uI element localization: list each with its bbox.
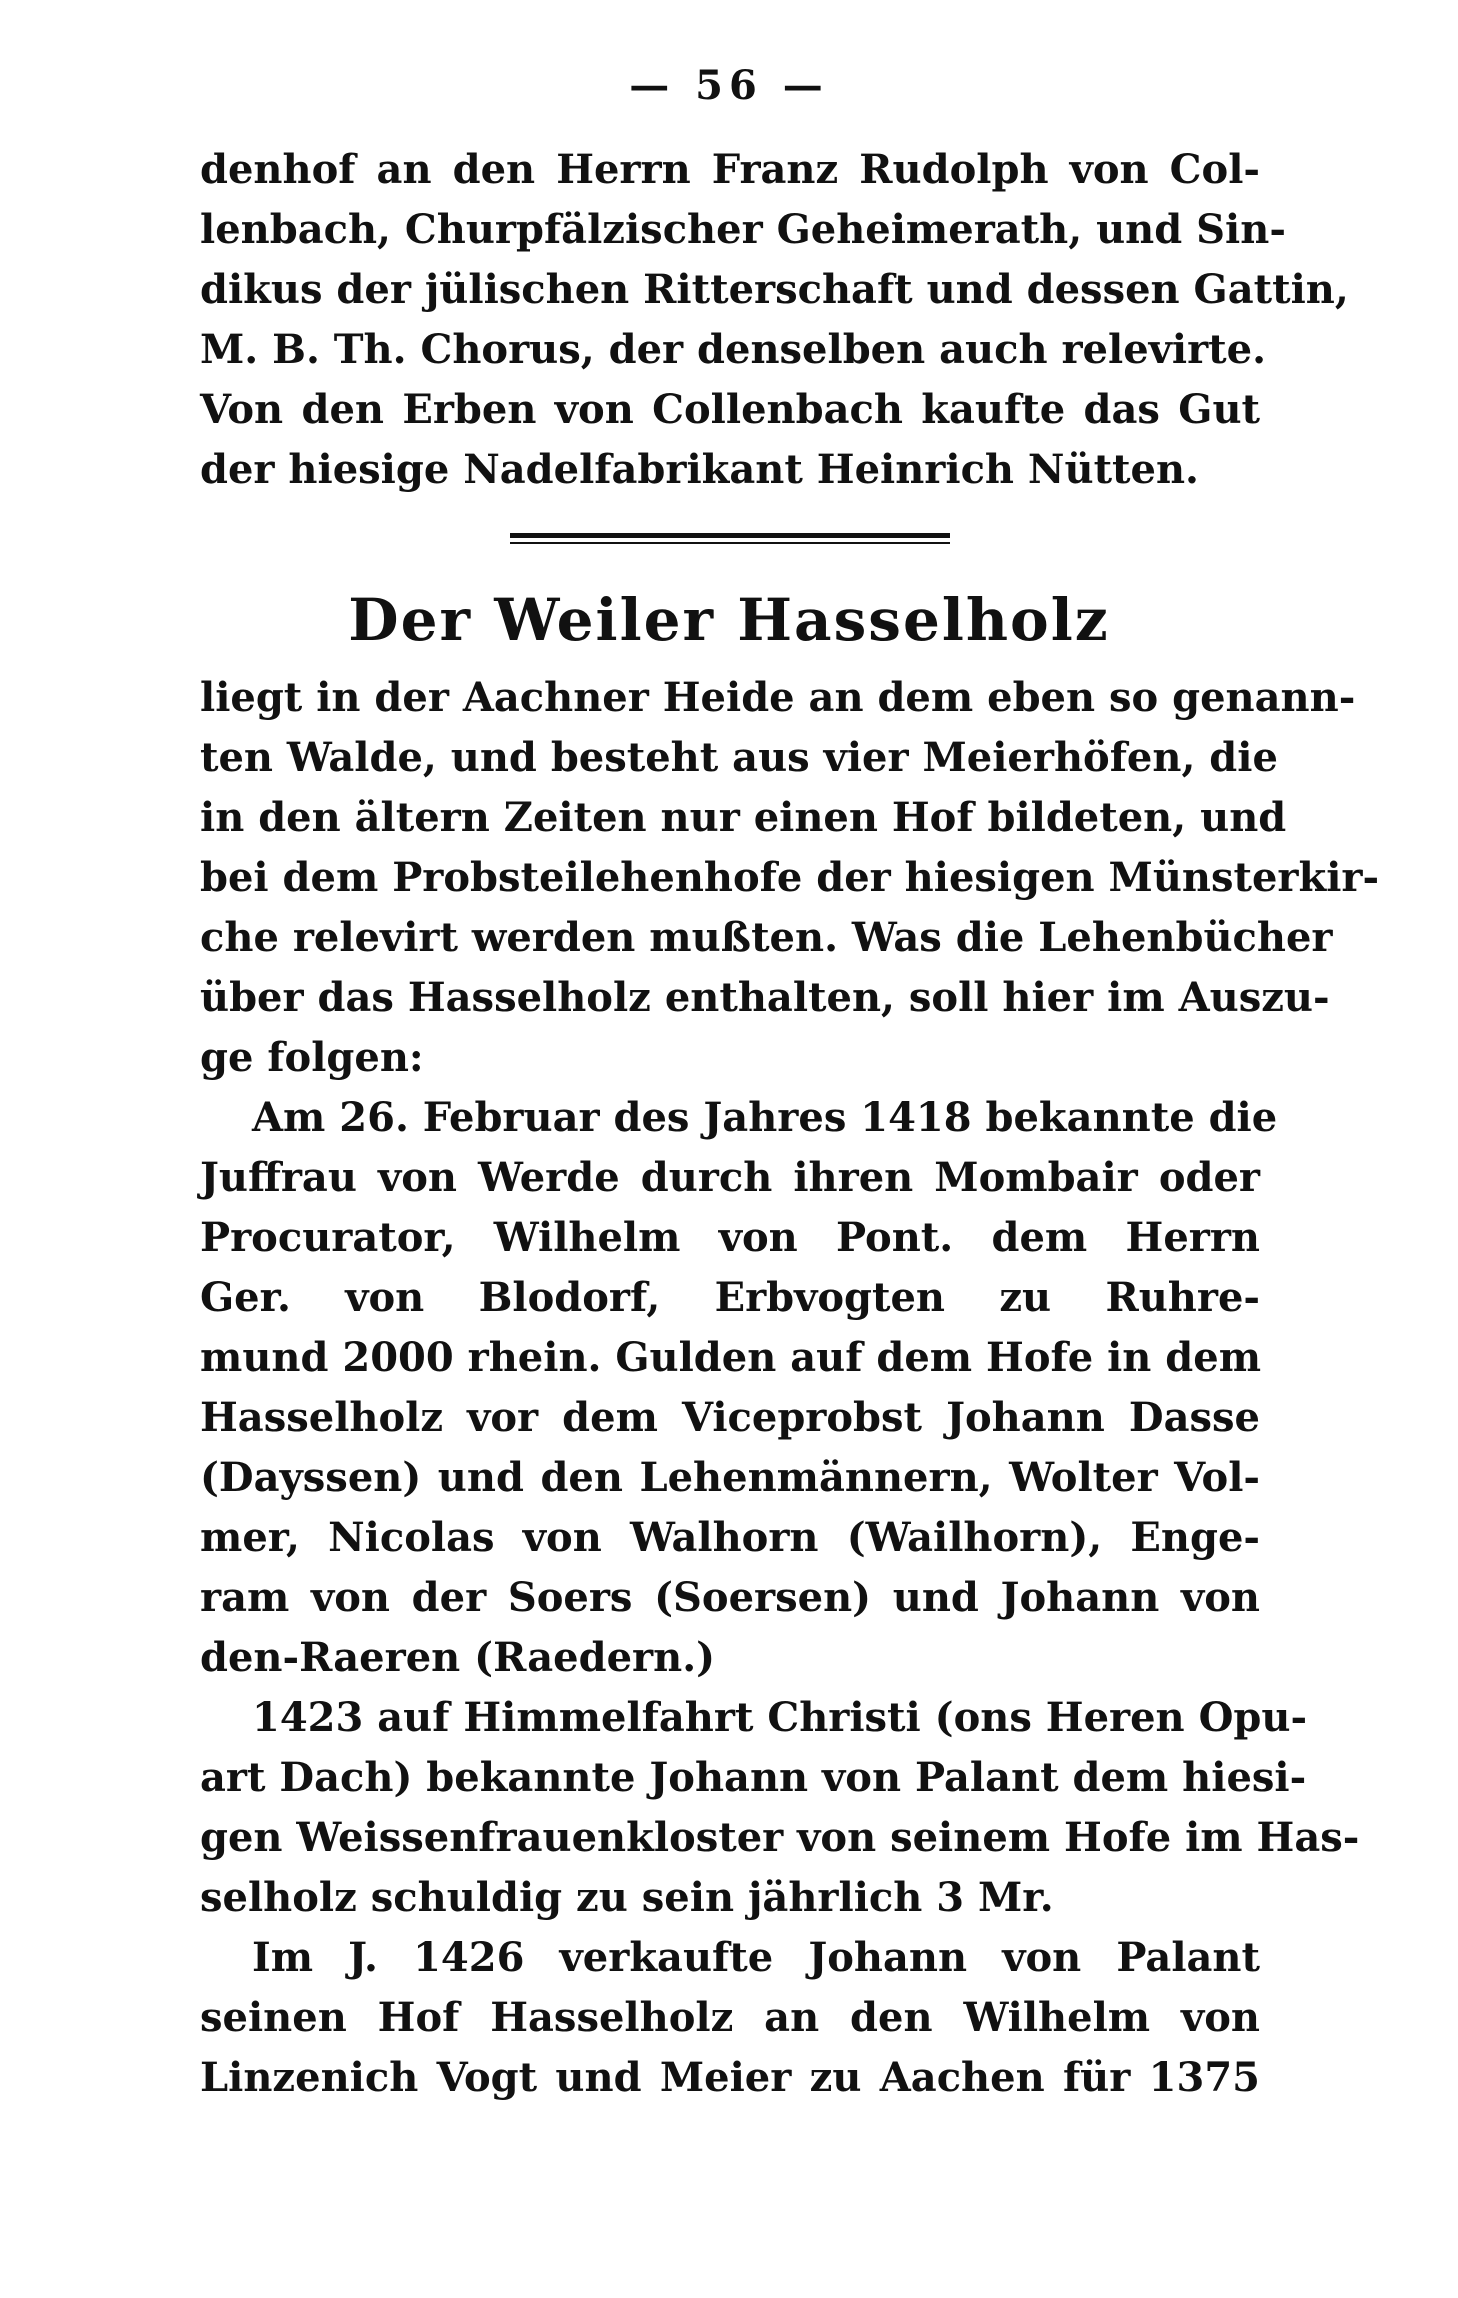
text-line: liegt in der Aachner Heide an dem eben so genann-	[200, 674, 1356, 721]
text-line: bei dem Probsteilehenhofe der hiesigen Münsterkir-	[200, 854, 1380, 901]
text-line: gen Weissenfrauenkloster von seinem Hofe im Has-	[200, 1814, 1360, 1861]
text-line: ten Walde, und besteht aus vier Meierhöfen, die	[200, 734, 1278, 781]
text-line: Am 26. Februar des Jahres 1418 bekannte die	[252, 1094, 1278, 1141]
text-line: in den ältern Zeiten nur einen Hof bildeten, und	[200, 794, 1287, 841]
text-line: art Dach) bekannte Johann von Palant dem hiesi-	[200, 1754, 1307, 1801]
text-line: mer, Nicolas von Walhorn (Wailhorn), Enge-	[200, 1514, 1260, 1561]
text-line: Juffrau von Werde durch ihren Mombair oder	[200, 1154, 1260, 1201]
text-line: che relevirt werden mußten. Was die Lehenbücher	[200, 914, 1333, 961]
text-line: Procurator, Wilhelm von Pont. dem Herrn	[200, 1214, 1260, 1261]
text-line: der hiesige Nadelfabrikant Heinrich Nütten.	[200, 446, 1199, 493]
text-line: denhof an den Herrn Franz Rudolph von Col-	[200, 146, 1260, 193]
text-line: Ger. von Blodorf, Erbvogten zu Ruhre-	[200, 1274, 1260, 1321]
divider-thin-line	[510, 542, 950, 544]
text-line: ge folgen:	[200, 1034, 424, 1081]
intro-paragraph	[200, 140, 1349, 500]
divider-thick-line	[510, 533, 950, 538]
text-line: lenbach, Churpfälzischer Geheimerath, und Sin-	[200, 206, 1286, 253]
text-line: 1423 auf Himmelfahrt Christi (ons Heren Opu-	[252, 1694, 1308, 1741]
text-line: Von den Erben von Collenbach kaufte das Gut	[200, 386, 1260, 433]
text-line: mund 2000 rhein. Gulden auf dem Hofe in dem	[200, 1334, 1262, 1381]
text-line: Im J. 1426 verkaufte Johann von Palant	[252, 1934, 1260, 1981]
section-divider	[470, 533, 950, 545]
main-text	[200, 668, 1380, 2108]
text-line: selholz schuldig zu sein jährlich 3 Mr.	[200, 1874, 1054, 1921]
text-line: (Dayssen) und den Lehenmännern, Wolter Vol-	[200, 1454, 1260, 1501]
text-line: M. B. Th. Chorus, der denselben auch relevirte.	[200, 326, 1267, 373]
text-line: seinen Hof Hasselholz an den Wilhelm von	[200, 1994, 1260, 2041]
page-number: — 56 —	[629, 62, 829, 109]
text-line: über das Hasselholz enthalten, soll hier im Auszu-	[200, 974, 1330, 1021]
text-line: dikus der jülischen Ritterschaft und dessen Gattin,	[200, 266, 1349, 313]
text-line: den-Raeren (Raedern.)	[200, 1634, 716, 1681]
text-line: Linzenich Vogt und Meier zu Aachen für 1375	[200, 2054, 1260, 2101]
text-line: Hasselholz vor dem Viceprobst Johann Dasse	[200, 1394, 1260, 1441]
section-heading: Der Weiler Hasselholz	[348, 586, 1110, 654]
text-line: ram von der Soers (Soersen) und Johann von	[200, 1574, 1260, 1621]
